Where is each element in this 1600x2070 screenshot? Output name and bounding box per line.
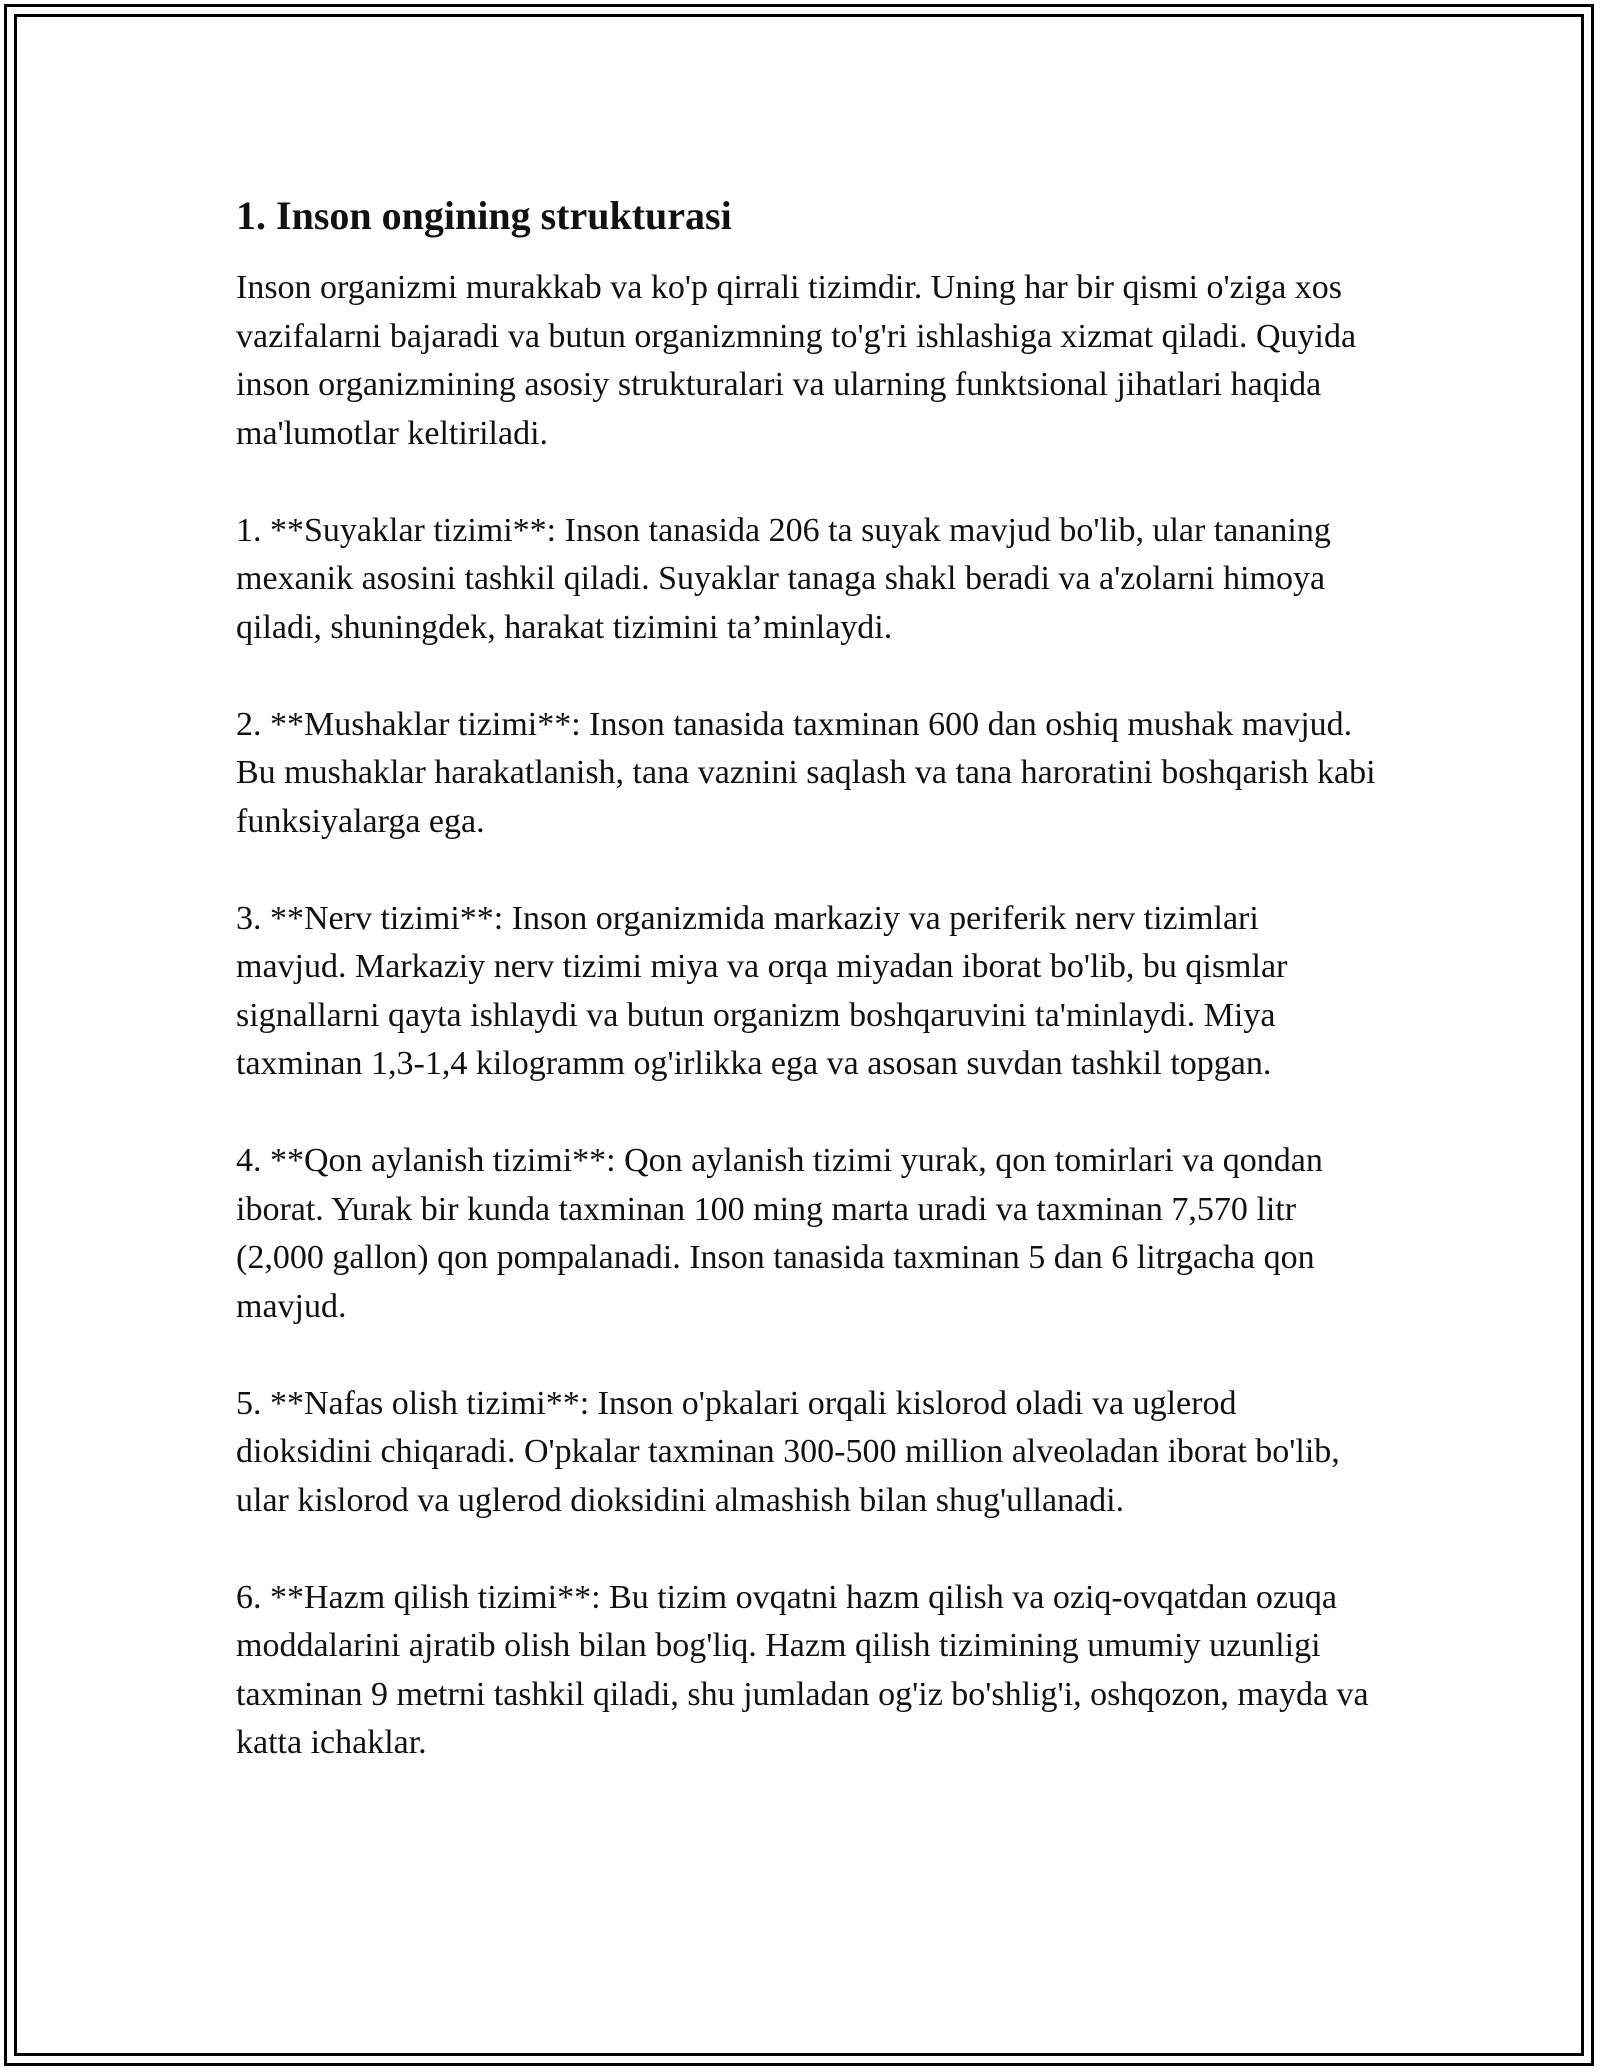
document-title: 1. Inson ongining strukturasi	[236, 193, 732, 238]
paragraph-muscular-system: 2. **Mushaklar tizimi**: Inson tanasida taxminan 600 dan oshiq mushak mavjud. Bu mushaklar harakatlanish, tana vaznini saqlash va tana haroratini boshqarish kabi funksiyalarga ega.	[236, 705, 1376, 840]
document-body	[236, 190, 1376, 1816]
paragraph-nervous-system: 3. **Nerv tizimi**: Inson organizmida markaziy va periferik nerv tizimlari mavjud. Markaziy nerv tizimi miya va orqa miyadan iborat bo'lib, bu qismlar signallarni qayta ishlaydi va butun organizm boshqaruvini ta'minlaydi. Miya taxminan 1,3-1,4 kilogramm og'irlikka ega va asosan suvdan tashkil topgan.	[236, 899, 1288, 1082]
intro-paragraph: Inson organizmi murakkab va ko'p qirrali tizimdir. Uning har bir qismi o'ziga xos vazifalarni bajaradi va butun organizmning to'g'ri ishlashiga xizmat qiladi. Quyida inson organizmining asosiy strukturalari va ularning funktsional jihatlari haqida ma'lumotlar keltiriladi.	[236, 269, 1357, 452]
paragraph-skeletal-system: 1. **Suyaklar tizimi**: Inson tanasida 206 ta suyak mavjud bo'lib, ular tananing mexanik asosini tashkil qiladi. Suyaklar tanaga shakl beradi va a'zolarni himoya qiladi, shuningdek, harakat tizimini ta’minlaydi.	[236, 511, 1331, 646]
paragraph-respiratory-system: 5. **Nafas olish tizimi**: Inson o'pkalari orqali kislorod oladi va uglerod dioksidini chiqaradi. O'pkalar taxminan 300-500 million alveoladan iborat bo'lib, ular kislorod va uglerod dioksidini almashish bilan shug'ullanadi.	[236, 1384, 1340, 1519]
paragraph-circulatory-system: 4. **Qon aylanish tizimi**: Qon aylanish tizimi yurak, qon tomirlari va qondan iborat. Yurak bir kunda taxminan 100 ming marta uradi va taxminan 7,570 litr (2,000 gallon) qon pompalanadi. Inson tanasida taxminan 5 dan 6 litrgacha qon mavjud.	[236, 1142, 1323, 1325]
paragraph-digestive-system: 6. **Hazm qilish tizimi**: Bu tizim ovqatni hazm qilish va oziq-ovqatdan ozuqa moddalarini ajratib olish bilan bog'liq. Hazm qilish tizimining umumiy uzunligi taxminan 9 metrni tashkil qiladi, shu jumladan og'iz bo'shlig'i, oshqozon, mayda va katta ichaklar.	[236, 1578, 1369, 1761]
